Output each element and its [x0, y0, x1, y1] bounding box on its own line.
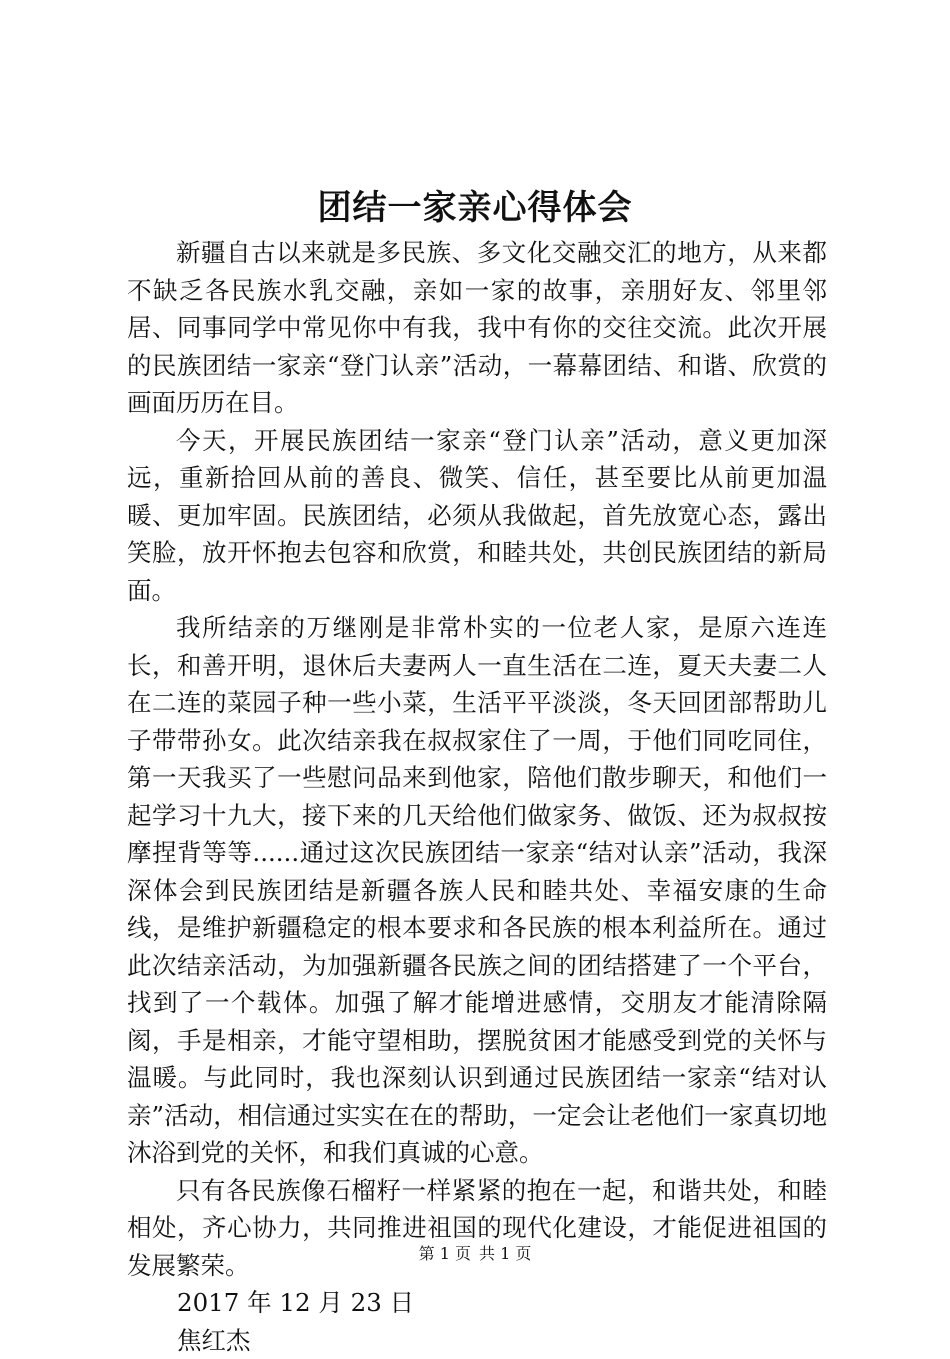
document-date: 2017 年 12 月 23 日	[127, 1284, 827, 1322]
page-footer	[0, 1242, 950, 1266]
page-total: 共 1 页	[479, 1244, 531, 1263]
paragraph: 我所结亲的万继刚是非常朴实的一位老人家，是原六连连长，和善开明，退休后夫妻两人一直生活在二连，夏天夫妻二人在二连的菜园子种一些小菜，生活平平淡淡，冬天回团部帮助儿子带带孙女。此次结亲我在叔叔家住了一周，于他们同吃同住，第一天我买了一些慰问品来到他家，陪他们散步聊天，和他们一起学习十九大，接下来的几天给他们做家务、做饭、还为叔叔按摩捏背等等......通过这次民族团结一家亲“结对认亲”活动，我深深体会到民族团结是新疆各族人民和睦共处、幸福安康的生命线，是维护新疆稳定的根本要求和各民族的根本利益所在。通过此次结亲活动，为加强新疆各民族之间的团结搭建了一个平台，找到了一个载体。加强了解才能增进感情，交朋友才能清除隔阂，手是相亲，才能守望相助，摆脱贫困才能感受到党的关怀与温暖。与此同时，我也深刻认识到通过民族团结一家亲“结对认亲”活动，相信通过实实在在的帮助，一定会让老他们一家真切地沐浴到党的关怀，和我们真诚的心意。	[127, 609, 827, 1172]
document-author: 焦红杰	[127, 1322, 827, 1359]
paragraph: 今天，开展民族团结一家亲“登门认亲”活动，意义更加深远，重新拾回从前的善良、微笑、信任，甚至要比从前更加温暖、更加牢固。民族团结，必须从我做起，首先放宽心态，露出笑脸，放开怀抱去包容和欣赏，和睦共处，共创民族团结的新局面。	[127, 422, 827, 610]
document-title: 团结一家亲心得体会	[0, 183, 950, 233]
paragraph: 新疆自古以来就是多民族、多文化交融交汇的地方，从来都不缺乏各民族水乳交融，亲如一家的故事，亲朋好友、邻里邻居、同事同学中常见你中有我，我中有你的交往交流。此次开展的民族团结一家亲“登门认亲”活动，一幕幕团结、和谐、欣赏的画面历历在目。	[127, 234, 827, 422]
page-number: 第 1 页	[419, 1244, 471, 1263]
document-body	[127, 234, 827, 1359]
paragraph: 只有各民族像石榴籽一样紧紧的抱在一起，和谐共处，和睦相处，齐心协力，共同推进祖国的现代化建设，才能促进祖国的发展繁荣。	[127, 1172, 827, 1285]
